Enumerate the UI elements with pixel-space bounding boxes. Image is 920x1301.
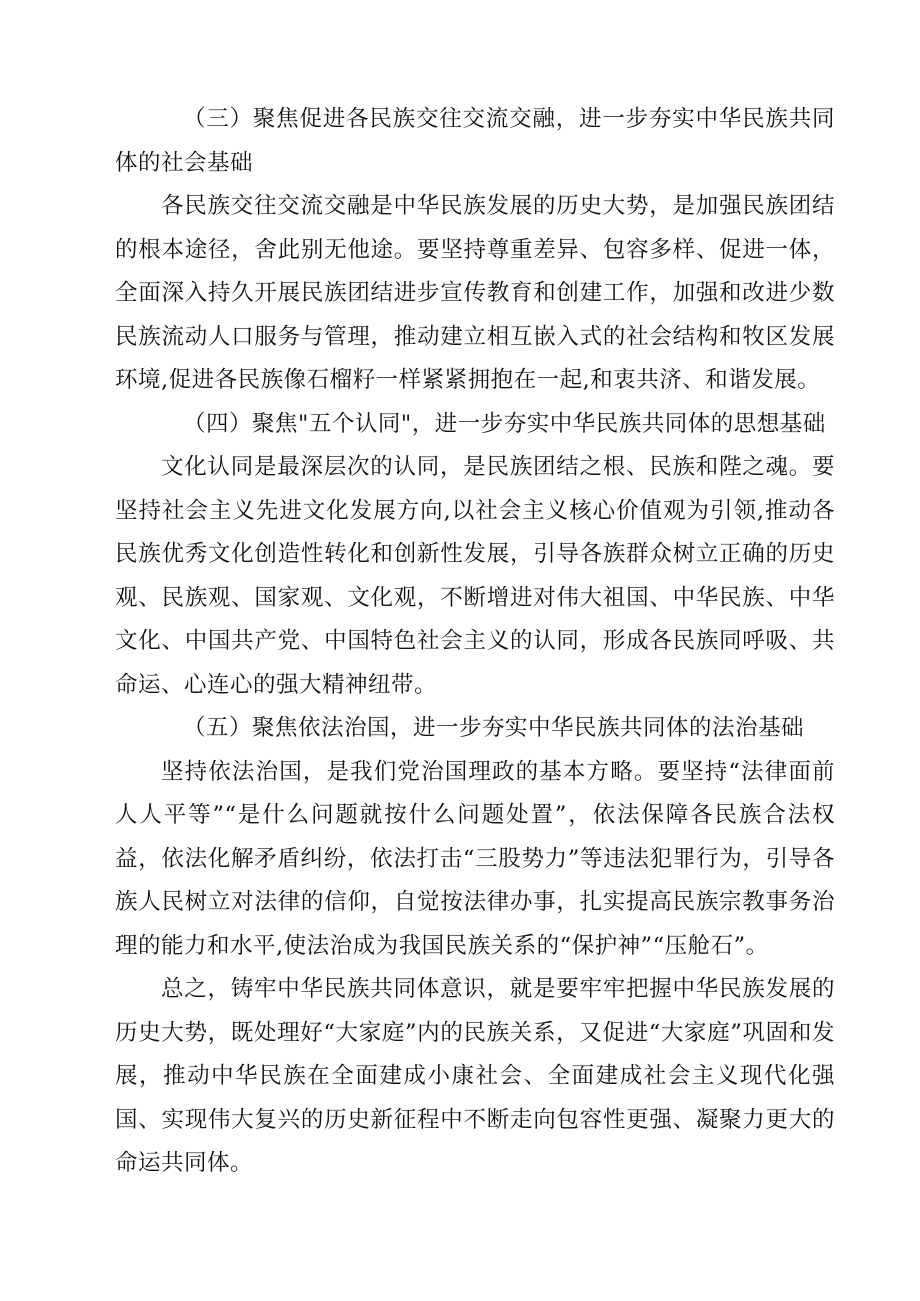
conclusion-paragraph: 总之，铸牢中华民族共同体意识，就是要牢牢把握中华民族发展的历史大势，既处理好“大家庭”内的民族关系，又促进“大家庭”巩固和发展，推动中华民族在全面建成小康社会、全面建成社会主义现代化强国、实现伟大复兴的历史新征程中不断走向包容性更强、凝聚力更大的命运共同体。 [115, 976, 835, 1176]
document-body [115, 98, 835, 1186]
section-body-3: 各民族交往交流交融是中华民族发展的历史大势，是加强民族团结的根本途径，舍此别无他途。要坚持尊重差异、包容多样、促进一体，全面深入持久开展民族团结进步宣传教育和创建工作，加强和改进少数民族流动人口服务与管理，推动建立相互嵌入式的社会结构和牧区发展环境,促进各民族像石榴籽一样紧紧拥抱在一起,和衷共济、和谐发展。 [115, 193, 835, 393]
section-body-4: 文化认同是最深层次的认同，是民族团结之根、民族和陛之魂。要坚持社会主义先进文化发展方向,以社会主义核心价值观为引领,推动各民族优秀文化创造性转化和创新性发展，引导各族群众树立正确的历史观、民族观、国家观、文化观，不断增进对伟大祖国、中华民族、中华文化、中国共产党、中国特色社会主义的认同，形成各民族同呼吸、共命运、心连心的强大精神纽带。 [115, 454, 835, 698]
section-heading-5: （五）聚焦依法治国，进一步夯实中华民族共同体的法治基础 [183, 715, 805, 741]
section-body-5: 坚持依法治国，是我们党治国理政的基本方略。要坚持“法律面前人人平等”“是什么问题就按什么问题处置”，依法保障各民族合法权益，依法化解矛盾纠纷，依法打击“三股势力”等违法犯罪行为，引导各族人民树立对法律的信仰，自觉按法律办事，扎实提高民族宗教事务治理的能力和水平,使法治成为我国民族关系的“保护神”“压舱石”。 [115, 758, 835, 959]
section-heading-3: （三）聚焦促进各民族交往交流交融，进一步夯实中华民族共同体的社会基础 [115, 106, 835, 176]
section-heading-4: （四）聚焦"五个认同"，进一步夯实中华民族共同体的思想基础 [183, 410, 826, 437]
